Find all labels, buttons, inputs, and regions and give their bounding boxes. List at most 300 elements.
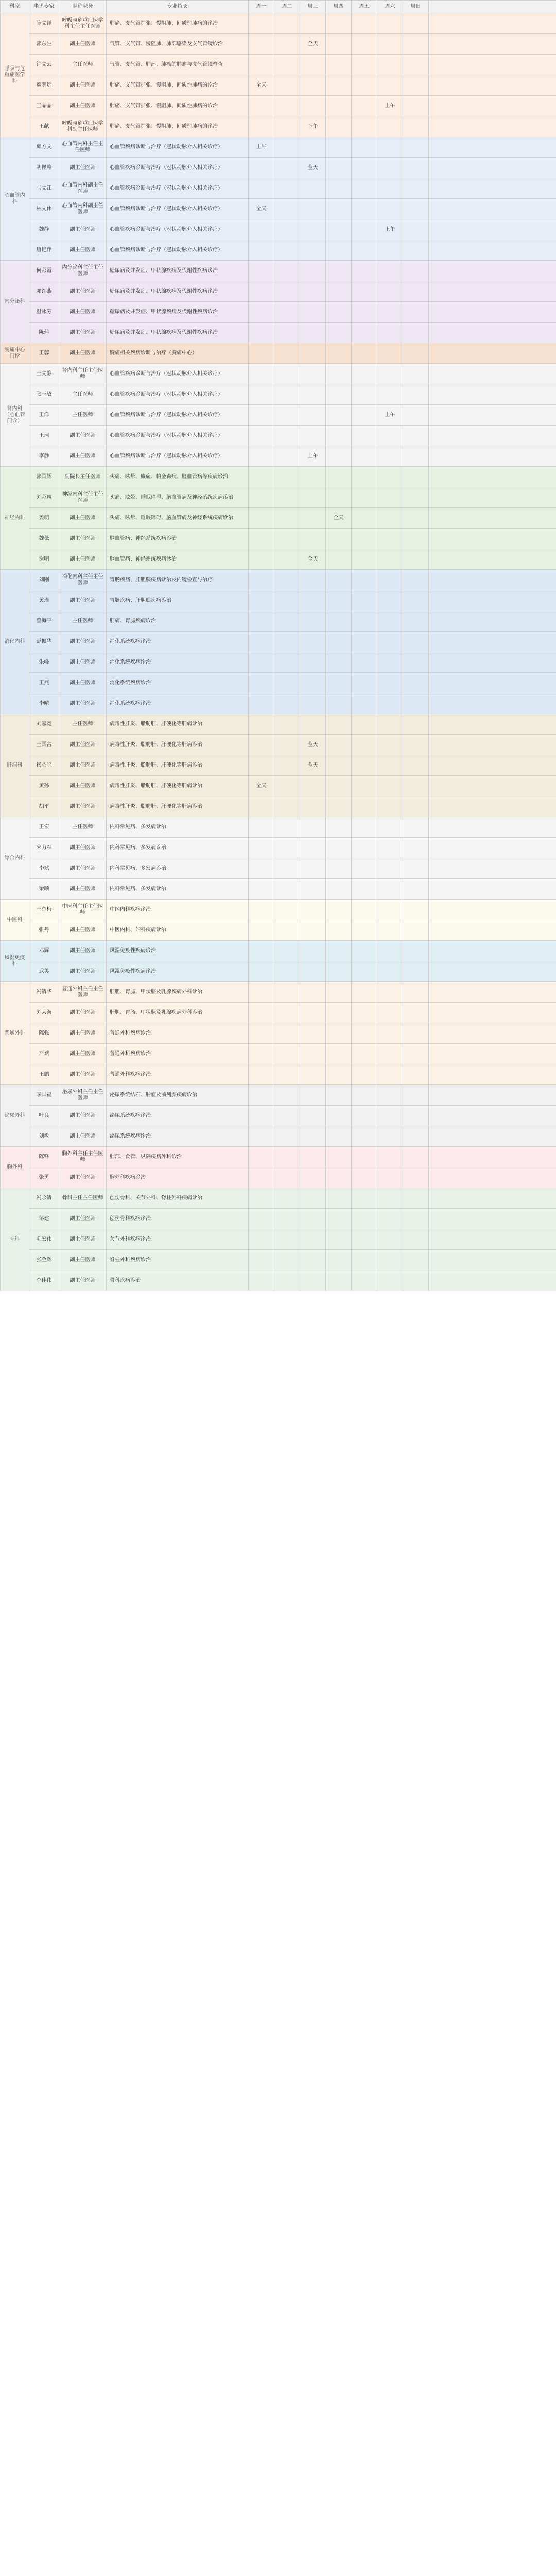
day-slot — [403, 817, 429, 838]
doctor-title: 副主任医师 — [59, 673, 107, 693]
day-slot — [300, 1147, 326, 1167]
table-row — [1, 920, 556, 941]
day-slot — [274, 1126, 300, 1147]
day-slot — [300, 55, 326, 75]
header-day: 周二 — [274, 1, 300, 13]
day-slot — [326, 405, 352, 426]
table-row — [1, 1106, 556, 1126]
day-slot — [377, 982, 403, 1003]
day-slot — [377, 941, 403, 961]
day-slot — [352, 446, 377, 467]
doctor-name: 魏薇 — [29, 529, 59, 549]
day-slot — [352, 900, 377, 920]
day-slot — [274, 364, 300, 384]
day-slot — [352, 75, 377, 96]
table-row — [1, 75, 556, 96]
day-slot — [403, 1126, 429, 1147]
table-row — [1, 590, 556, 611]
doctor-title: 内分泌科主任主任医师 — [59, 261, 107, 281]
department-name: 综合内科 — [1, 817, 29, 900]
doctor-title: 主任医师 — [59, 714, 107, 735]
day-slot — [300, 1126, 326, 1147]
table-row — [1, 281, 556, 302]
day-slot — [274, 549, 300, 570]
day-slot — [377, 714, 403, 735]
day-slot — [274, 219, 300, 240]
day-slot — [326, 611, 352, 632]
day-slot — [249, 1064, 274, 1085]
row-spacer — [429, 446, 556, 467]
day-slot — [300, 673, 326, 693]
day-slot — [352, 34, 377, 55]
day-slot — [326, 75, 352, 96]
day-slot — [352, 384, 377, 405]
day-slot — [274, 1023, 300, 1044]
day-slot — [352, 199, 377, 219]
table-row — [1, 714, 556, 735]
doctor-title: 副主任医师 — [59, 281, 107, 302]
day-slot — [300, 1085, 326, 1106]
day-slot — [300, 941, 326, 961]
day-slot — [352, 405, 377, 426]
row-spacer — [429, 1270, 556, 1291]
day-slot — [249, 900, 274, 920]
day-slot — [403, 55, 429, 75]
doctor-title: 副主任医师 — [59, 858, 107, 879]
day-slot — [300, 323, 326, 343]
doctor-title: 中医科主任主任医师 — [59, 900, 107, 920]
doctor-specialty: 肺癌、支气管扩张、慢阻肺、间质性肺病的诊治 — [107, 75, 249, 96]
doctor-name: 马文江 — [29, 178, 59, 199]
doctor-title: 副主任医师 — [59, 1023, 107, 1044]
table-row — [1, 1209, 556, 1229]
doctor-specialty: 泌尿系统疾病诊治 — [107, 1126, 249, 1147]
doctor-name: 李晴 — [29, 693, 59, 714]
day-slot — [326, 673, 352, 693]
row-spacer — [429, 1003, 556, 1023]
row-spacer — [429, 219, 556, 240]
day-slot — [403, 529, 429, 549]
day-slot — [377, 735, 403, 755]
day-slot — [403, 879, 429, 900]
day-slot — [326, 1229, 352, 1250]
doctor-specialty: 肺部、食管、纵隔疾病外科诊治 — [107, 1147, 249, 1167]
day-slot — [249, 1250, 274, 1270]
doctor-specialty: 消化系统疾病诊治 — [107, 652, 249, 673]
department-name: 胸痛中心门诊 — [1, 343, 29, 364]
header-day: 周五 — [352, 1, 377, 13]
doctor-specialty: 关节外科疾病诊治 — [107, 1229, 249, 1250]
day-slot — [377, 75, 403, 96]
day-slot — [377, 261, 403, 281]
day-slot — [377, 1147, 403, 1167]
doctor-specialty: 肝病、胃肠疾病诊治 — [107, 611, 249, 632]
day-slot — [403, 384, 429, 405]
table-row — [1, 796, 556, 817]
day-slot — [403, 776, 429, 796]
day-slot — [249, 1188, 274, 1209]
row-spacer — [429, 1167, 556, 1188]
day-slot — [249, 632, 274, 652]
doctor-title: 心血管内科副主任医师 — [59, 199, 107, 219]
doctor-name: 刘大海 — [29, 1003, 59, 1023]
doctor-specialty: 肺癌、支气管扩张、慢阻肺、间质性肺病的诊治 — [107, 96, 249, 116]
day-slot — [403, 982, 429, 1003]
day-slot — [300, 178, 326, 199]
day-slot — [274, 673, 300, 693]
doctor-specialty: 泌尿系统疾病诊治 — [107, 1106, 249, 1126]
day-slot — [274, 261, 300, 281]
doctor-title: 副主任医师 — [59, 838, 107, 858]
doctor-name: 毛宏伟 — [29, 1229, 59, 1250]
day-slot — [300, 1270, 326, 1291]
day-slot — [352, 158, 377, 178]
row-spacer — [429, 384, 556, 405]
table-row — [1, 632, 556, 652]
day-slot — [274, 1209, 300, 1229]
doctor-title: 副主任医师 — [59, 879, 107, 900]
day-slot — [274, 34, 300, 55]
day-slot — [377, 796, 403, 817]
table-row — [1, 549, 556, 570]
day-slot — [300, 487, 326, 508]
day-slot — [377, 1229, 403, 1250]
day-slot — [274, 796, 300, 817]
day-slot — [249, 1003, 274, 1023]
doctor-title: 副主任医师 — [59, 1229, 107, 1250]
day-slot — [352, 281, 377, 302]
doctor-name: 温冰芳 — [29, 302, 59, 323]
day-slot — [274, 714, 300, 735]
day-slot — [300, 611, 326, 632]
row-spacer — [429, 796, 556, 817]
day-slot — [377, 55, 403, 75]
doctor-specialty: 骨科疾病诊治 — [107, 1270, 249, 1291]
department-name: 普通外科 — [1, 982, 29, 1085]
department-name: 中医科 — [1, 900, 29, 941]
doctor-name: 唐艳萍 — [29, 240, 59, 261]
day-slot — [352, 652, 377, 673]
day-slot — [403, 240, 429, 261]
day-slot — [300, 1250, 326, 1270]
table-row — [1, 240, 556, 261]
doctor-name: 黄瑾 — [29, 590, 59, 611]
day-slot — [300, 426, 326, 446]
row-spacer — [429, 900, 556, 920]
day-slot — [377, 487, 403, 508]
day-slot — [249, 1106, 274, 1126]
day-slot — [326, 796, 352, 817]
doctor-name: 邱方文 — [29, 137, 59, 158]
doctor-name: 李静 — [29, 446, 59, 467]
row-spacer — [429, 467, 556, 487]
day-slot — [403, 487, 429, 508]
day-slot — [300, 384, 326, 405]
day-slot — [377, 199, 403, 219]
doctor-title: 副主任医师 — [59, 755, 107, 776]
row-spacer — [429, 961, 556, 982]
doctor-name: 曾海平 — [29, 611, 59, 632]
row-spacer — [429, 879, 556, 900]
day-slot — [352, 632, 377, 652]
day-slot — [352, 116, 377, 137]
doctor-title: 副主任医师 — [59, 1003, 107, 1023]
table-row — [1, 1147, 556, 1167]
day-slot — [403, 1270, 429, 1291]
day-slot — [352, 611, 377, 632]
row-spacer — [429, 920, 556, 941]
day-slot — [377, 755, 403, 776]
doctor-specialty: 胸外科疾病诊治 — [107, 1167, 249, 1188]
day-slot — [274, 838, 300, 858]
day-slot — [377, 673, 403, 693]
row-spacer — [429, 1126, 556, 1147]
doctor-specialty: 头痛、眩晕、睡眠障碍、脑血管病及神经系统疾病诊治 — [107, 508, 249, 529]
day-slot — [274, 858, 300, 879]
row-spacer — [429, 75, 556, 96]
day-slot — [403, 714, 429, 735]
day-slot — [352, 858, 377, 879]
day-slot — [326, 982, 352, 1003]
day-slot — [300, 1044, 326, 1064]
doctor-specialty: 糖尿病及并发症、甲状腺疾病及代谢性疾病诊治 — [107, 323, 249, 343]
row-spacer — [429, 838, 556, 858]
day-slot — [403, 632, 429, 652]
table-row — [1, 261, 556, 281]
day-slot — [274, 1064, 300, 1085]
doctor-title: 主任医师 — [59, 384, 107, 405]
table-row — [1, 34, 556, 55]
day-slot — [352, 1064, 377, 1085]
day-slot — [274, 302, 300, 323]
day-slot — [352, 714, 377, 735]
day-slot — [352, 96, 377, 116]
day-slot — [326, 199, 352, 219]
doctor-name: 钟文云 — [29, 55, 59, 75]
doctor-name: 王国富 — [29, 735, 59, 755]
doctor-title: 消化内科主任主任医师 — [59, 570, 107, 590]
doctor-title: 副主任医师 — [59, 920, 107, 941]
day-slot — [326, 1044, 352, 1064]
day-slot — [300, 570, 326, 590]
day-slot — [249, 714, 274, 735]
doctor-specialty: 心血管疾病诊断与治疗（冠状动脉介入相关诊疗） — [107, 137, 249, 158]
row-spacer — [429, 1085, 556, 1106]
row-spacer — [429, 34, 556, 55]
doctor-specialty: 心血管疾病诊断与治疗（冠状动脉介入相关诊疗） — [107, 405, 249, 426]
row-spacer — [429, 199, 556, 219]
day-slot — [403, 796, 429, 817]
day-slot — [274, 611, 300, 632]
row-spacer — [429, 343, 556, 364]
doctor-title: 副主任医师 — [59, 1106, 107, 1126]
row-spacer — [429, 611, 556, 632]
day-slot — [403, 1085, 429, 1106]
day-slot — [377, 858, 403, 879]
day-slot — [326, 817, 352, 838]
table-row — [1, 426, 556, 446]
day-slot — [326, 920, 352, 941]
doctor-title: 副主任医师 — [59, 590, 107, 611]
doctor-specialty: 心血管疾病诊断与治疗（冠状动脉介入相关诊疗） — [107, 384, 249, 405]
day-slot — [300, 1209, 326, 1229]
day-slot — [403, 34, 429, 55]
day-slot: 全天 — [300, 34, 326, 55]
table-row — [1, 673, 556, 693]
day-slot — [326, 116, 352, 137]
day-slot — [326, 96, 352, 116]
day-slot: 全天 — [300, 549, 326, 570]
doctor-title: 副主任医师 — [59, 240, 107, 261]
doctor-title: 神经内科主任主任医师 — [59, 487, 107, 508]
day-slot — [274, 467, 300, 487]
table-row — [1, 529, 556, 549]
row-spacer — [429, 632, 556, 652]
day-slot — [326, 302, 352, 323]
doctor-title: 副主任医师 — [59, 96, 107, 116]
table-row — [1, 817, 556, 838]
day-slot — [274, 817, 300, 838]
table-row — [1, 1250, 556, 1270]
day-slot — [352, 879, 377, 900]
day-slot — [300, 137, 326, 158]
day-slot — [326, 714, 352, 735]
day-slot — [377, 426, 403, 446]
day-slot — [274, 508, 300, 529]
table-row — [1, 693, 556, 714]
day-slot — [377, 1126, 403, 1147]
table-row — [1, 467, 556, 487]
table-row — [1, 384, 556, 405]
doctor-name: 胡佩峰 — [29, 158, 59, 178]
day-slot — [249, 426, 274, 446]
doctor-name: 张丹 — [29, 920, 59, 941]
day-slot — [403, 446, 429, 467]
day-slot — [300, 1003, 326, 1023]
doctor-specialty: 风湿免疫性疾病诊治 — [107, 941, 249, 961]
day-slot — [377, 549, 403, 570]
day-slot — [377, 611, 403, 632]
day-slot — [352, 570, 377, 590]
department-name: 骨科 — [1, 1188, 29, 1291]
day-slot — [274, 446, 300, 467]
day-slot: 全天 — [300, 755, 326, 776]
doctor-title: 副主任医师 — [59, 961, 107, 982]
day-slot — [352, 13, 377, 34]
day-slot — [352, 467, 377, 487]
day-slot — [352, 673, 377, 693]
doctor-title: 副主任医师 — [59, 693, 107, 714]
doctor-name: 邹建 — [29, 1209, 59, 1229]
day-slot — [352, 1106, 377, 1126]
doctor-title: 副主任医师 — [59, 529, 107, 549]
day-slot — [352, 240, 377, 261]
row-spacer — [429, 570, 556, 590]
header-day: 周一 — [249, 1, 274, 13]
doctor-name: 陈强 — [29, 1023, 59, 1044]
row-spacer — [429, 240, 556, 261]
day-slot — [403, 590, 429, 611]
doctor-specialty: 脑血管病、神经系统疾病诊治 — [107, 529, 249, 549]
day-slot — [403, 199, 429, 219]
day-slot — [352, 323, 377, 343]
table-row — [1, 838, 556, 858]
day-slot — [403, 838, 429, 858]
doctor-title: 主任医师 — [59, 611, 107, 632]
day-slot — [352, 261, 377, 281]
day-slot — [377, 1167, 403, 1188]
doctor-specialty: 病毒性肝炎、脂肪肝、肝硬化等肝病诊治 — [107, 796, 249, 817]
day-slot — [352, 590, 377, 611]
department-name: 消化内科 — [1, 570, 29, 714]
day-slot — [403, 219, 429, 240]
day-slot — [300, 75, 326, 96]
row-spacer — [429, 817, 556, 838]
day-slot — [326, 384, 352, 405]
day-slot — [377, 13, 403, 34]
row-spacer — [429, 116, 556, 137]
day-slot — [300, 13, 326, 34]
day-slot — [403, 755, 429, 776]
day-slot — [249, 817, 274, 838]
day-slot — [326, 323, 352, 343]
day-slot — [377, 281, 403, 302]
day-slot — [326, 838, 352, 858]
doctor-specialty: 内科常见病、多发病诊治 — [107, 838, 249, 858]
day-slot — [326, 735, 352, 755]
day-slot — [300, 982, 326, 1003]
doctor-title: 心血管内科副主任医师 — [59, 178, 107, 199]
day-slot — [300, 240, 326, 261]
table-row — [1, 1270, 556, 1291]
table-row — [1, 508, 556, 529]
doctor-specialty: 心血管疾病诊断与治疗（冠状动脉介入相关诊疗） — [107, 158, 249, 178]
day-slot — [249, 982, 274, 1003]
day-slot — [377, 1188, 403, 1209]
doctor-title: 副主任医师 — [59, 776, 107, 796]
day-slot — [274, 1167, 300, 1188]
day-slot — [403, 1044, 429, 1064]
table-row — [1, 487, 556, 508]
table-row — [1, 1085, 556, 1106]
day-slot — [352, 817, 377, 838]
day-slot — [377, 1250, 403, 1270]
day-slot — [403, 961, 429, 982]
day-slot — [326, 158, 352, 178]
day-slot — [249, 549, 274, 570]
day-slot — [403, 570, 429, 590]
doctor-specialty: 创伤骨科、关节外科、脊柱外科疾病诊治 — [107, 1188, 249, 1209]
day-slot — [403, 858, 429, 879]
day-slot — [403, 281, 429, 302]
doctor-specialty: 内科常见病、多发病诊治 — [107, 858, 249, 879]
day-slot — [377, 1209, 403, 1229]
day-slot — [300, 199, 326, 219]
day-slot — [352, 1209, 377, 1229]
day-slot — [377, 302, 403, 323]
doctor-name: 朱峰 — [29, 652, 59, 673]
day-slot — [249, 796, 274, 817]
day-slot — [274, 405, 300, 426]
doctor-specialty: 心血管疾病诊断与治疗（冠状动脉介入相关诊疗） — [107, 426, 249, 446]
row-spacer — [429, 858, 556, 879]
doctor-title: 副主任医师 — [59, 652, 107, 673]
day-slot — [249, 34, 274, 55]
day-slot — [300, 261, 326, 281]
day-slot — [326, 1167, 352, 1188]
day-slot — [274, 1188, 300, 1209]
day-slot — [352, 1044, 377, 1064]
